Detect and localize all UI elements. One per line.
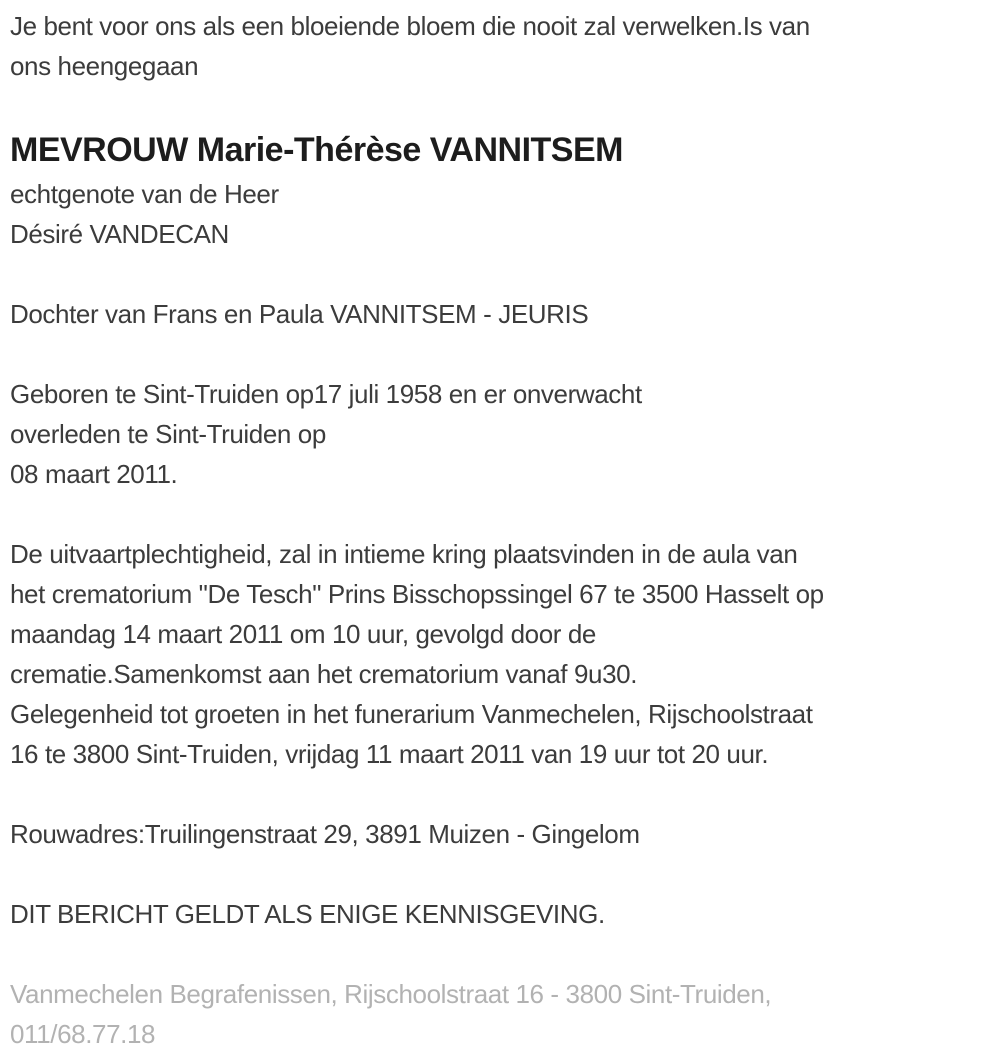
epigraph-line-2: ons heengegaan [10,51,199,81]
epigraph-line-1: Je bent voor ons als een bloeiende bloem die nooit zal verwelken.Is van [10,11,810,41]
parents-line: Dochter van Frans en Paula VANNITSEM - JEURIS [10,299,589,329]
death-place-line: overleden te Sint-Truiden op [10,419,326,449]
blank-line [10,854,992,894]
deceased-name-heading: MEVROUW Marie-Thérèse VANNITSEM [10,131,623,169]
funeral-home-line: Vanmechelen Begrafenissen, Rijschoolstraat 16 - 3800 Sint-Truiden, [10,979,772,1009]
sole-notification-line: DIT BERICHT GELDT ALS ENIGE KENNISGEVING. [10,899,605,929]
service-line-2: het crematorium "De Tesch" Prins Bisschopssingel 67 te 3500 Hasselt op [10,579,824,609]
service-line-4: crematie.Samenkomst aan het crematorium vanaf 9u30. [10,659,638,689]
service-line-1: De uitvaartplechtigheid, zal in intieme kring plaatsvinden in de aula van [10,539,798,569]
visitation-line-2: 16 te 3800 Sint-Truiden, vrijdag 11 maart 2011 van 19 uur tot 20 uur. [10,739,769,769]
funeral-home-phone-line: 011/68.77.18 [10,1019,156,1049]
service-line-3: maandag 14 maart 2011 om 10 uur, gevolgd door de [10,619,596,649]
spouse-name-line: Désiré VANDECAN [10,219,229,249]
blank-line [10,774,992,814]
blank-line [10,86,992,126]
blank-line [10,494,992,534]
mourning-address-line: Rouwadres:Truilingenstraat 29, 3891 Muizen - Gingelom [10,819,640,849]
blank-line [10,254,992,294]
death-date-line: 08 maart 2011. [10,459,178,489]
blank-line [10,334,992,374]
visitation-line-1: Gelegenheid tot groeten in het funerarium Vanmechelen, Rijschoolstraat [10,699,813,729]
spouse-intro-line: echtgenote van de Heer [10,179,279,209]
blank-line [10,934,992,974]
birth-line: Geboren te Sint-Truiden op17 juli 1958 en er onverwacht [10,379,642,409]
